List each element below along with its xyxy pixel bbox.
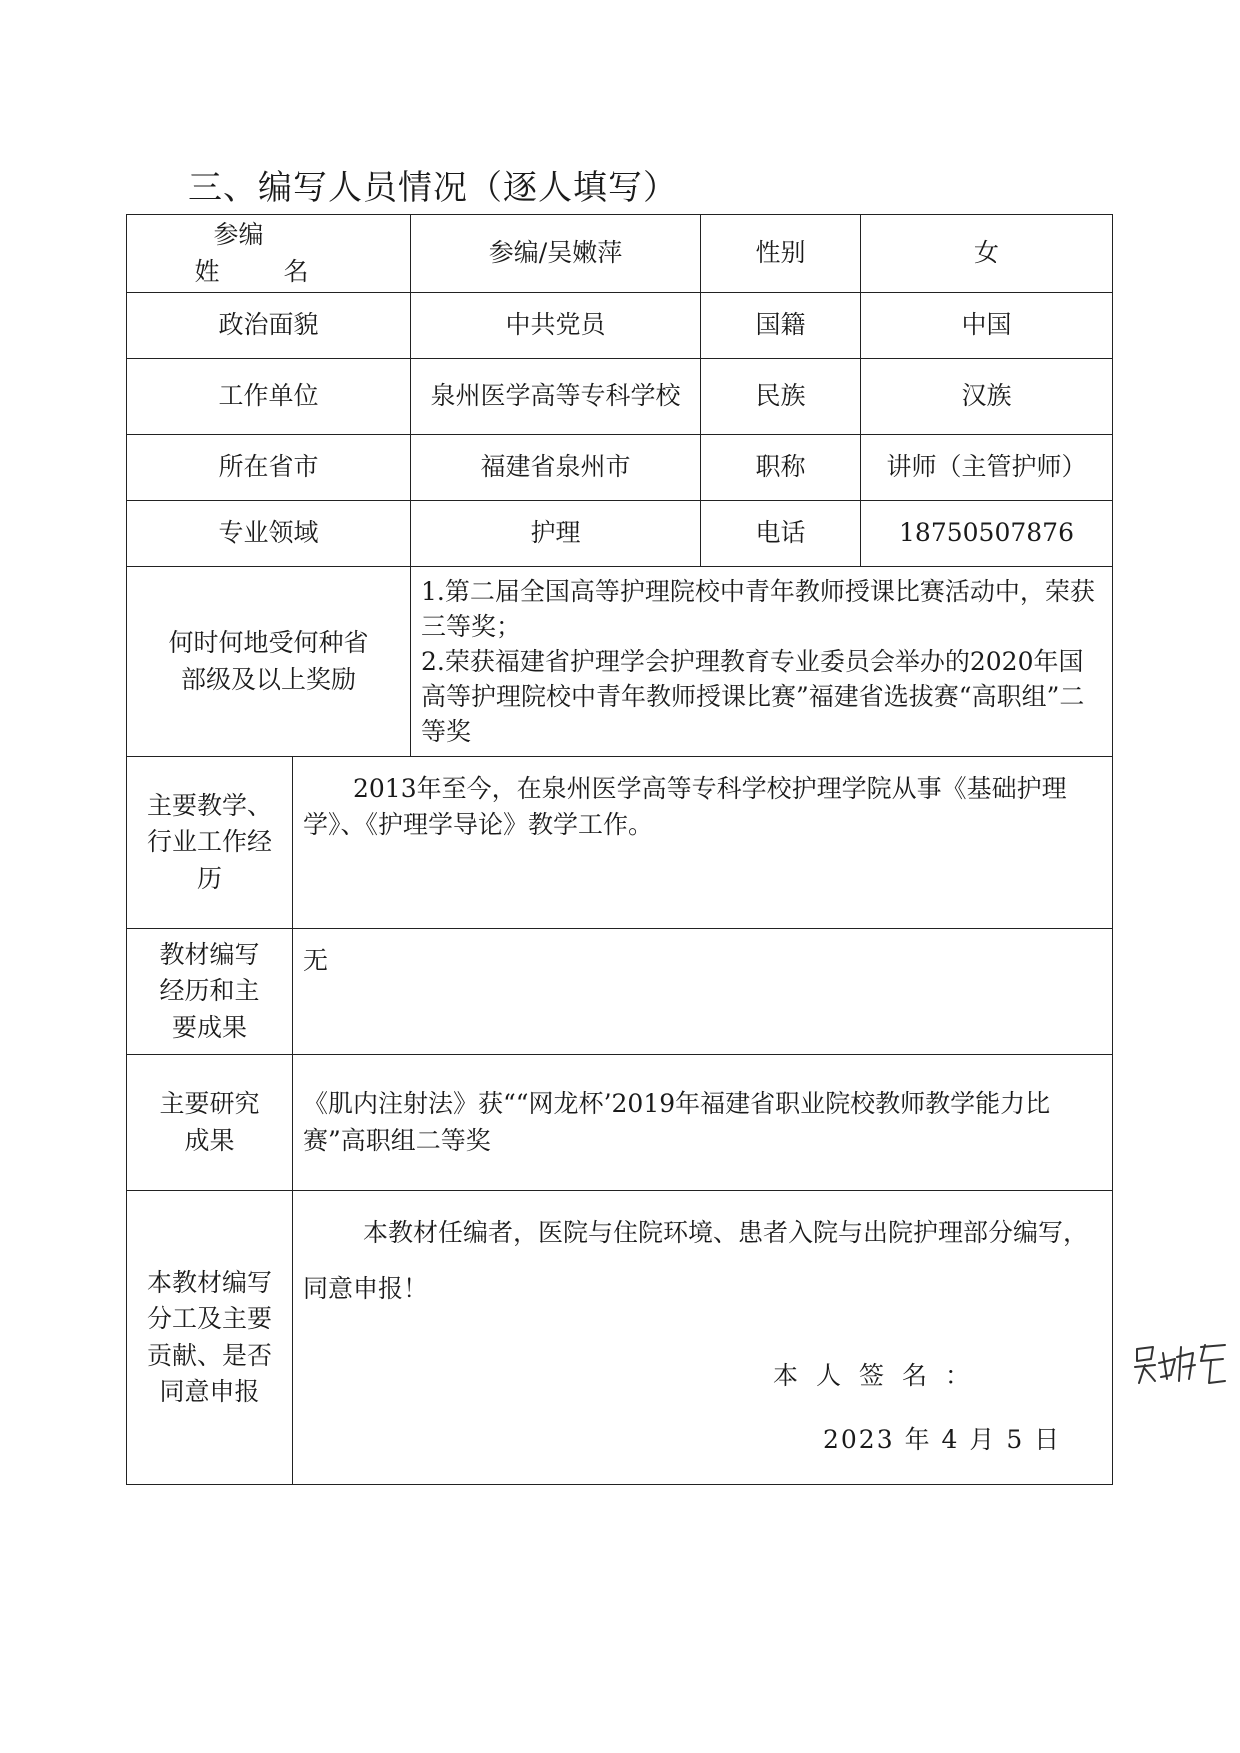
- textbook-label: 教材编写经历和主要成果: [127, 929, 293, 1055]
- employer-label: 工作单位: [127, 359, 411, 435]
- table-row: [127, 757, 1113, 929]
- name-value: 参编/吴嫩萍: [411, 215, 701, 293]
- signature-label: 本人签名：: [773, 1360, 989, 1390]
- title-label: 职称: [701, 435, 861, 501]
- research-value: 《肌内注射法》获““网龙杯’2019年福建省职业院校教师教学能力比赛”高职组二等奖: [293, 1055, 1113, 1191]
- employer-value: 泉州医学高等专科学校: [411, 359, 701, 435]
- phone-value: 18750507876: [861, 501, 1113, 567]
- signature-line: [303, 1358, 1102, 1394]
- handwritten-signature: [1131, 1339, 1231, 1391]
- award-item: 2.荣获福建省护理学会护理教育专业委员会举办的2020年国高等护理院校中青年教师授课比赛”福建省选拔赛“高职组”二等奖: [421, 647, 1085, 746]
- name-label-cell: [127, 215, 411, 293]
- author-info-table: [126, 214, 1113, 1485]
- table-row: [127, 1191, 1113, 1485]
- table-row: [127, 359, 1113, 435]
- table-row: [127, 501, 1113, 567]
- location-value: 福建省泉州市: [411, 435, 701, 501]
- name-label-top: 参编: [213, 220, 264, 250]
- award-item: 1.第二届全国高等护理院校中青年教师授课比赛活动中，荣获三等奖；: [421, 577, 1095, 641]
- signature-date: 2023 年 4 月 5 日: [823, 1424, 1062, 1454]
- table-row: [127, 215, 1113, 293]
- table-row: [127, 435, 1113, 501]
- division-cell: [293, 1191, 1113, 1485]
- gender-value: 女: [861, 215, 1113, 293]
- table-row: [127, 567, 1113, 757]
- nationality-label: 国籍: [701, 293, 861, 359]
- politics-label: 政治面貌: [127, 293, 411, 359]
- division-label: 本教材编写分工及主要贡献、是否同意申报: [127, 1191, 293, 1485]
- table-row: [127, 293, 1113, 359]
- title-value: 讲师（主管护师）: [861, 435, 1113, 501]
- experience-value: 2013年至今，在泉州医学高等专科学校护理学院从事《基础护理学》、《护理学导论》教学工作。: [293, 757, 1113, 929]
- experience-label: 主要教学、行业工作经历: [127, 757, 293, 929]
- awards-cell: [411, 567, 1113, 757]
- name-label-bottom: 姓名: [194, 256, 373, 286]
- textbook-value: 无: [293, 929, 1113, 1055]
- ethnicity-value: 汉族: [861, 359, 1113, 435]
- location-label: 所在省市: [127, 435, 411, 501]
- division-statement: 本教材任编者，医院与住院环境、患者入院与出院护理部分编写，同意申报！: [303, 1218, 1089, 1304]
- table-row: [127, 929, 1113, 1055]
- politics-value: 中共党员: [411, 293, 701, 359]
- research-label: 主要研究成果: [127, 1055, 293, 1191]
- awards-label: 何时何地受何种省部级及以上奖励: [127, 567, 411, 757]
- table-row: [127, 1055, 1113, 1191]
- ethnicity-label: 民族: [701, 359, 861, 435]
- nationality-value: 中国: [861, 293, 1113, 359]
- gender-label: 性别: [701, 215, 861, 293]
- phone-label: 电话: [701, 501, 861, 567]
- field-value: 护理: [411, 501, 701, 567]
- section-title: 三、编写人员情况（逐人填写）: [188, 168, 678, 208]
- field-label: 专业领域: [127, 501, 411, 567]
